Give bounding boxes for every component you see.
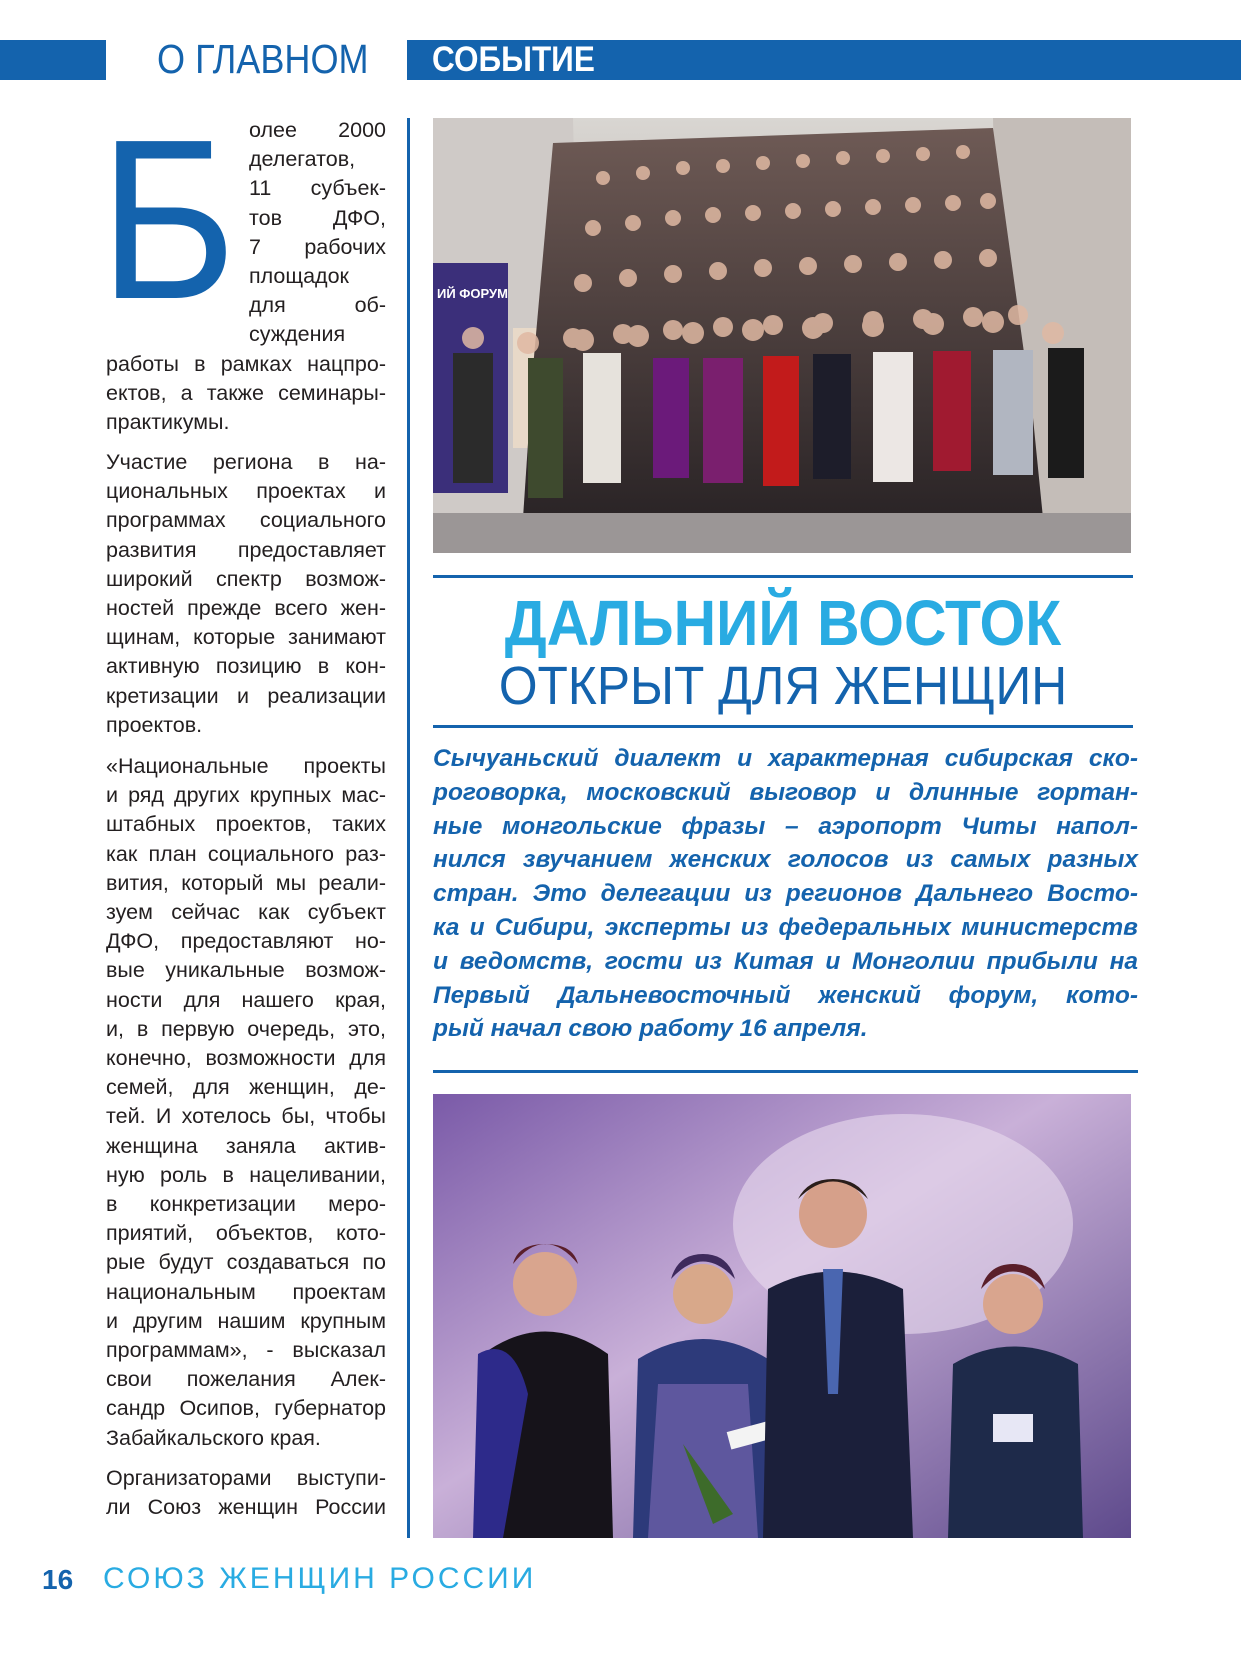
text-line: тей. И хотелось бы, чтобы bbox=[106, 1104, 386, 1129]
lead-line: роговорка, московский выговор и длинные гортан- bbox=[433, 778, 1138, 806]
magazine-title: СОЮЗ ЖЕНЩИН РОССИИ bbox=[103, 1562, 537, 1595]
text-line: свои пожелания Алек- bbox=[106, 1367, 386, 1392]
text-line: ли Союз женщин России bbox=[106, 1495, 386, 1520]
drop-cap: Б bbox=[99, 93, 237, 347]
text-line: конечно, возможности для bbox=[106, 1046, 386, 1071]
paragraph-3-quote bbox=[106, 752, 386, 1453]
text-line: 7 рабочих bbox=[249, 234, 386, 259]
lead-paragraph bbox=[433, 742, 1138, 1046]
text-line: программам», - высказал bbox=[106, 1338, 386, 1363]
text-line: олее 2000 bbox=[249, 118, 386, 142]
text-line: работы в рамках нацпро- bbox=[106, 352, 386, 376]
text-line: щинам, которые занимают bbox=[106, 625, 386, 650]
text-line: 11 субъек- bbox=[249, 176, 386, 201]
lead-line: ные монгольские фразы – аэропорт Читы напол- bbox=[433, 812, 1138, 840]
text-line: штабных проектов, таких bbox=[106, 812, 386, 837]
text-line: Забайкальского края. bbox=[106, 1425, 321, 1450]
headline-rule-top bbox=[433, 575, 1133, 578]
lead-rule-bottom bbox=[433, 1070, 1138, 1073]
text-line: широкий спектр возмож- bbox=[106, 566, 386, 591]
text-line: и, в первую очередь, это, bbox=[106, 1016, 386, 1041]
text-line: ектов, а также семинары- bbox=[106, 381, 386, 406]
text-line: в конкретизации меро- bbox=[106, 1192, 386, 1217]
text-line: рые будут создаваться по bbox=[106, 1250, 386, 1275]
lead-line: рый начал свою работу 16 апреля. bbox=[433, 1015, 868, 1043]
page-number: 16 bbox=[42, 1564, 74, 1595]
text-line: площадок bbox=[249, 264, 349, 289]
rubric-title: СОБЫТИЕ bbox=[432, 40, 595, 79]
text-line: женщина заняла актив- bbox=[106, 1133, 386, 1158]
text-line: для об- bbox=[249, 293, 386, 318]
text-line: ности для нашего края, bbox=[106, 987, 386, 1012]
text-line: вые уникальные возмож- bbox=[106, 958, 386, 983]
group-photo bbox=[433, 118, 1131, 553]
text-line: сандр Осипов, губернатор bbox=[106, 1396, 386, 1421]
lead-line: и ведомств, гости из Китая и Монголии прибыли на bbox=[433, 947, 1138, 975]
headline-sub: ОТКРЫТ ДЛЯ ЖЕНЩИН bbox=[498, 656, 1068, 716]
header-bar-left bbox=[0, 40, 106, 80]
text-line: зуем сейчас как субъект bbox=[106, 900, 386, 925]
section-title: О ГЛАВНОМ bbox=[157, 36, 369, 82]
text-line: ДФО, предоставляют но- bbox=[106, 929, 386, 954]
lead-line: Сычуаньский диалект и характерная сибирская ско- bbox=[433, 745, 1138, 772]
lead-line: Первый Дальневосточный женский форум, кото- bbox=[433, 981, 1138, 1009]
text-line: и ряд других крупных мас- bbox=[106, 783, 386, 808]
text-line: делегатов, bbox=[249, 147, 356, 172]
text-line: приятий, объектов, кото- bbox=[106, 1221, 386, 1246]
text-line: программах социального bbox=[106, 508, 386, 533]
text-line: вития, который мы реали- bbox=[106, 870, 386, 895]
text-line: тов ДФО, bbox=[249, 205, 386, 230]
banner-text: ИЙ ФОРУМ bbox=[437, 286, 508, 301]
text-line: проектов. bbox=[106, 712, 203, 737]
text-line: Организаторами выступи- bbox=[106, 1466, 386, 1490]
text-line: суждения bbox=[249, 322, 346, 347]
text-line: Участие региона в на- bbox=[106, 450, 386, 474]
lead-line: ка и Сибири, эксперты из федеральных министерств bbox=[433, 913, 1138, 941]
headline-rule-bottom bbox=[433, 725, 1133, 728]
text-line: «Национальные проекты bbox=[106, 754, 386, 778]
text-line: развития предоставляет bbox=[106, 537, 386, 562]
text-line: практикумы. bbox=[106, 410, 230, 435]
paragraph-4 bbox=[106, 1464, 386, 1522]
text-line: как план социального раз- bbox=[106, 841, 386, 866]
text-line: ную роль в нацеливании, bbox=[106, 1162, 386, 1187]
intro-paragraph bbox=[249, 116, 386, 350]
text-line: семей, для женщин, де- bbox=[106, 1075, 386, 1100]
lead-line: стран. Это делегации из регионов Дальнего Восто- bbox=[433, 880, 1138, 908]
text-line: национальным проектам bbox=[106, 1279, 386, 1304]
text-line: и другим нашим крупным bbox=[106, 1308, 386, 1333]
text-line: ностей прежде всего жен- bbox=[106, 596, 386, 621]
intro-paragraph-tail bbox=[106, 350, 386, 438]
column-divider bbox=[407, 118, 410, 1538]
paragraph-2 bbox=[106, 448, 386, 740]
text-line: кретизации и реализации bbox=[106, 683, 386, 708]
award-photo bbox=[433, 1094, 1131, 1538]
headline-main: ДАЛЬНИЙ ВОСТОК bbox=[504, 587, 1062, 659]
text-line: циональных проектах и bbox=[106, 479, 386, 504]
lead-line: нился звучанием женских голосов из самых разных bbox=[433, 846, 1138, 874]
text-line: активную позицию в кон- bbox=[106, 654, 386, 679]
